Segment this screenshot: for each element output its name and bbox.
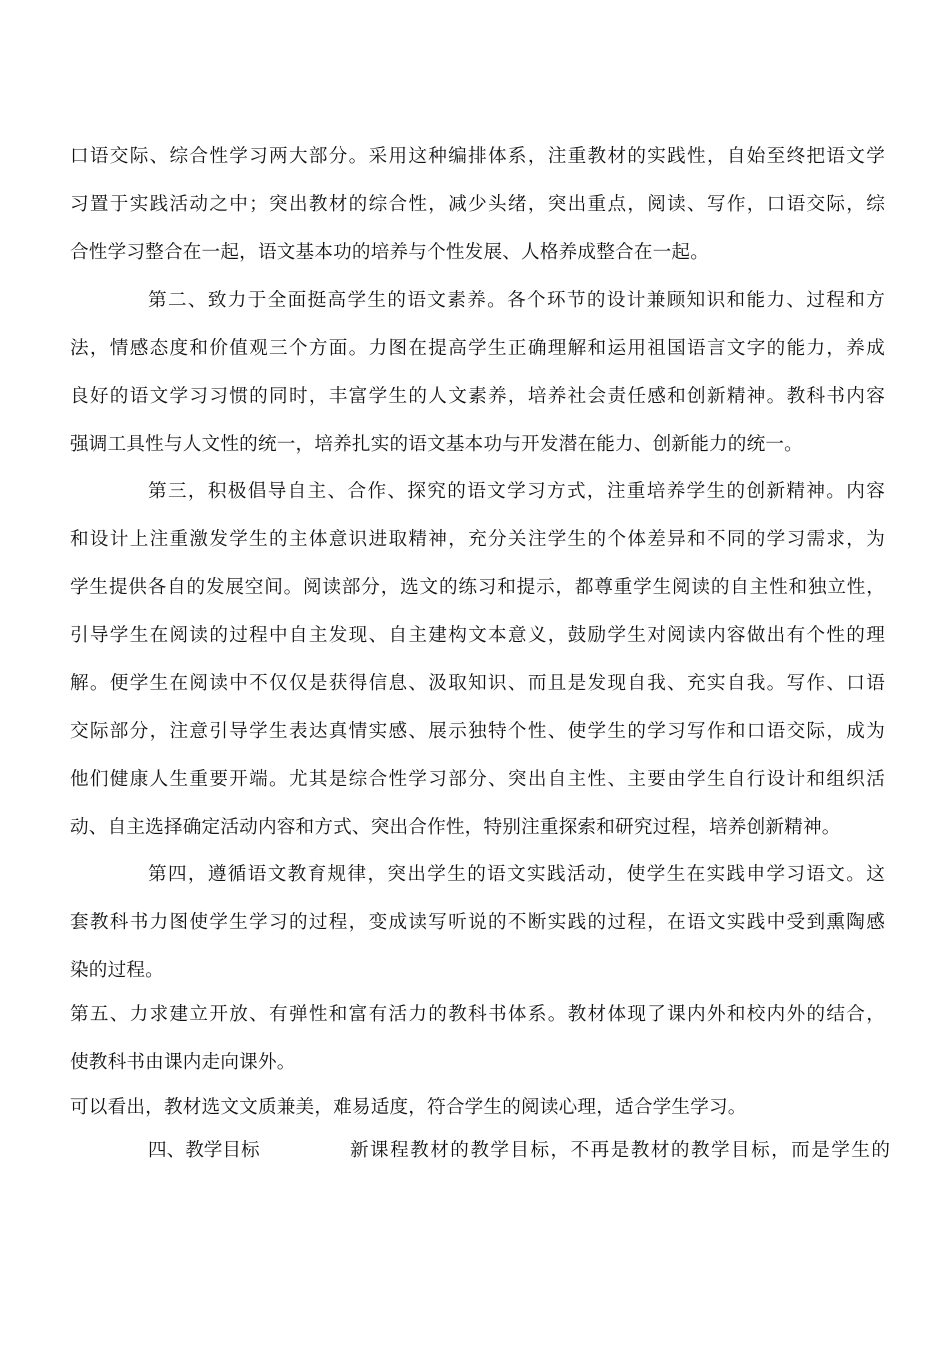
paragraph-line: 口语交际、综合性学习两大部分。采用这种编排体系，注重教材的实践性，自始至终把语文学 [70, 146, 885, 167]
paragraph-line: 可以看出，教材选文文质兼美，难易适度，符合学生的阅读心理，适合学生学习。 [70, 1097, 747, 1118]
paragraph-line: 第二、致力于全面挺高学生的语文素养。各个环节的设计兼顾知识和能力、过程和方 [148, 290, 885, 311]
paragraph-line: 动、自主选择确定活动内容和方式、突出合作性，特别注重探索和研究过程，培养创新精神。 [70, 817, 841, 838]
paragraph-line: 良好的语文学习习惯的同时，丰富学生的人文素养，培养社会责任感和创新精神。教科书内容 [70, 386, 885, 407]
paragraph-line: 习置于实践活动之中；突出教材的综合性，减少头绪，突出重点，阅读、写作，口语交际，综 [70, 194, 885, 215]
paragraph-line: 法，情感态度和价值观三个方面。力图在提高学生正确理解和运用祖国语言文字的能力，养成 [70, 338, 885, 359]
paragraph-line: 交际部分，注意引导学生表达真情实感、展示独特个性、使学生的学习写作和口语交际，成为 [70, 721, 885, 742]
paragraph-line: 强调工具性与人文性的统一，培养扎实的语文基本功与开发潜在能力、创新能力的统一。 [70, 434, 803, 455]
paragraph-line: 第五、力求建立开放、有弹性和富有活力的教科书体系。教材体现了课内外和校内外的结合， [70, 1004, 885, 1025]
paragraph-line: 他们健康人生重要开端。尤其是综合性学习部分、突出自主性、主要由学生自行设计和组织活 [70, 769, 885, 790]
paragraph-line: 引导学生在阅读的过程中自主发现、自主建构文本意义，鼓励学生对阅读内容做出有个性的理 [70, 625, 885, 646]
paragraph-line: 第四，遵循语文教育规律，突出学生的语文实践活动，使学生在实践申学习语文。这 [148, 864, 885, 885]
paragraph-line: 染的过程。 [70, 960, 164, 981]
paragraph-line: 和设计上注重激发学生的主体意识进取精神，充分关注学生的个体差异和不同的学习需求，为 [70, 529, 885, 550]
paragraph-line: 合性学习整合在一起，语文基本功的培养与个性发展、人格养成整合在一起。 [70, 242, 709, 263]
paragraph-line: 解。便学生在阅读中不仅仅是获得信息、汲取知识、而且是发现自我、充实自我。写作、口语 [70, 673, 885, 694]
section-heading: 四、教学目标 [148, 1140, 260, 1161]
section-text: 新课程教材的教学目标，不再是教材的教学目标，而是学生的 [350, 1140, 890, 1161]
paragraph-line: 套教科书力图使学生学习的过程，变成读写听说的不断实践的过程，在语文实践中受到熏陶感 [70, 912, 885, 933]
paragraph-line: 学生提供各自的发展空间。阅读部分，选文的练习和提示，都尊重学生阅读的自主性和独立性， [70, 577, 885, 598]
paragraph-line: 第三，积极倡导自主、合作、探究的语文学习方式，注重培养学生的创新精神。内容 [148, 481, 885, 502]
paragraph-line: 使教科书由课内走向课外。 [70, 1052, 296, 1073]
